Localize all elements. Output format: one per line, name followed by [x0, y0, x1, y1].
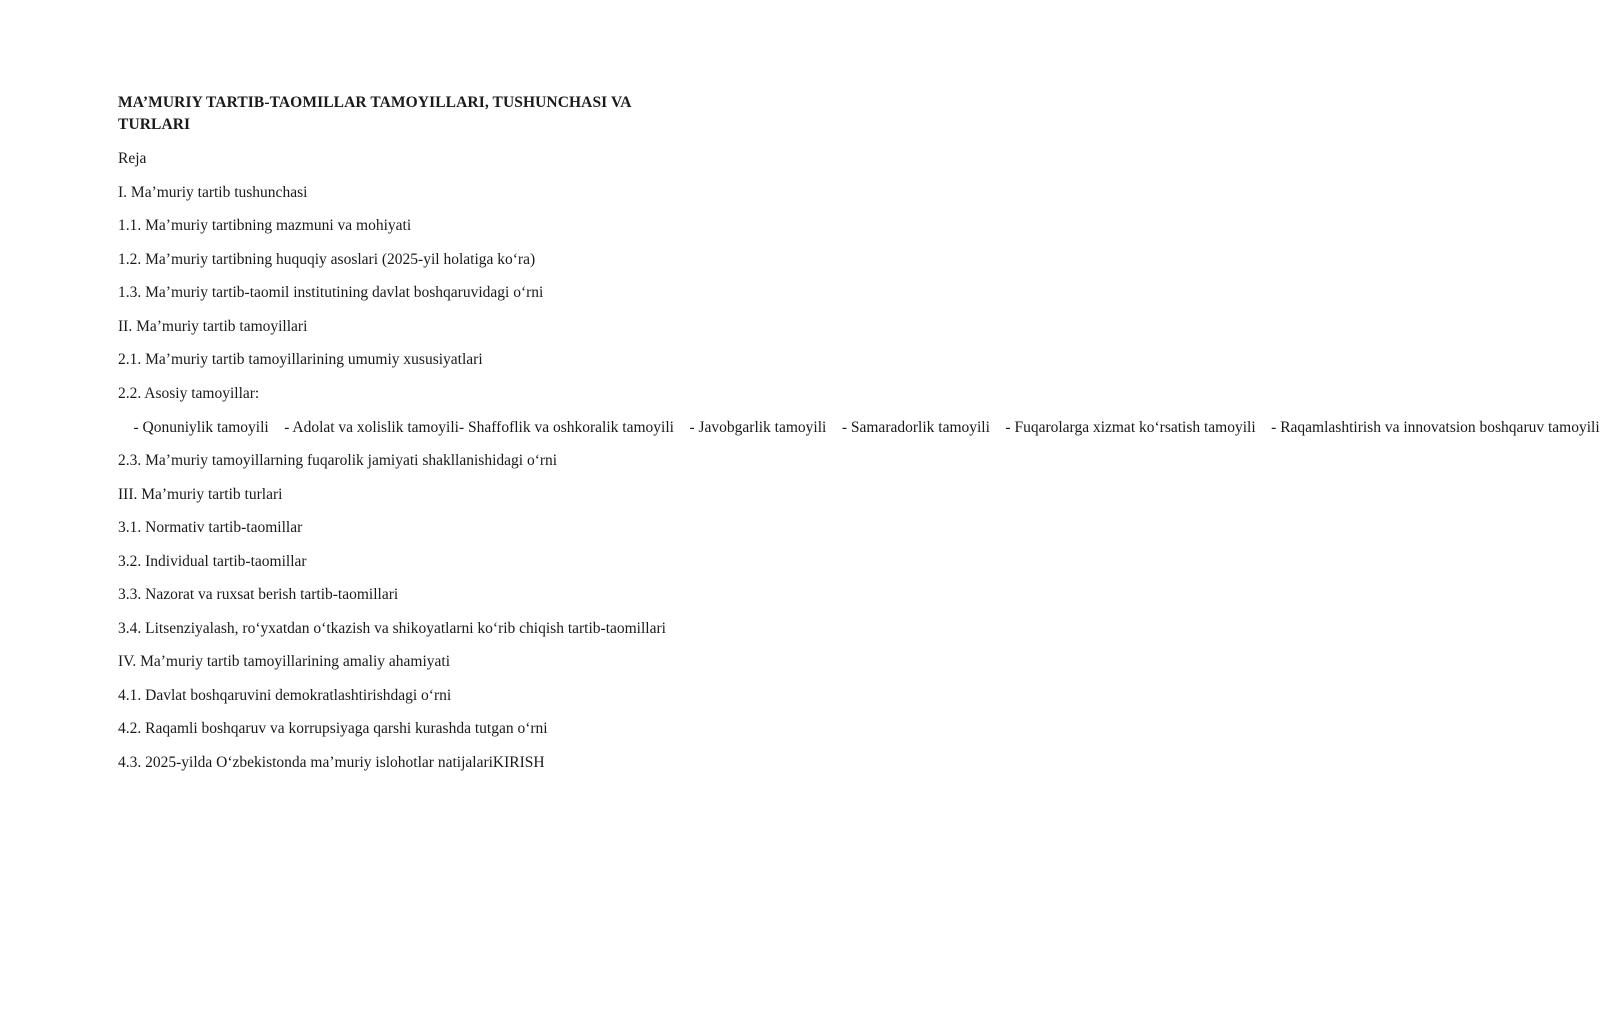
plan-line-section-3: III. Ma’muriy tartib turlari: [118, 485, 283, 503]
plan-label: Reja: [118, 150, 147, 167]
document-page: [118, 92, 1600, 786]
plan-line-4-2: 4.2. Raqamli boshqaruv va korrupsiyaga qarshi kurashda tutgan o‘rni: [118, 720, 548, 737]
principle-item: - Fuqarolarga xizmat ko‘rsatish tamoyili: [1005, 419, 1272, 436]
principle-item: - Shaffoflik va oshkoralik tamoyili: [458, 419, 690, 436]
plan-line-1-2: 1.2. Ma’muriy tartibning huquqiy asoslari (2025-yil holatiga ko‘ra): [118, 250, 536, 268]
plan-line-section-2: II. Ma’muriy tartib tamoyillari: [118, 317, 308, 335]
plan-line-2-3: 2.3. Ma’muriy tamoyillarning fuqarolik jamiyati shakllanishidagi o‘rni: [118, 452, 558, 469]
plan-line-3-3: 3.3. Nazorat va ruxsat berish tartib-taomillari: [118, 586, 399, 603]
plan-line-2-2: 2.2. Asosiy tamoyillar:: [118, 384, 260, 402]
principle-item: - Raqamlashtirish va innovatsion boshqaruv tamoyili: [1271, 419, 1600, 436]
plan-line-4-3: 4.3. 2025-yilda O‘zbekistonda ma’muriy islohotlar natijalariKIRISH: [118, 753, 545, 771]
plan-line-3-2: 3.2. Individual tartib-taomillar: [118, 552, 307, 570]
plan-line-2-1: 2.1. Ma’muriy tartib tamoyillarining umumiy xususiyatlari: [118, 351, 483, 368]
plan-line-section-4: IV. Ma’muriy tartib tamoyillarining amaliy ahamiyati: [118, 653, 451, 670]
plan-line-1-1: 1.1. Ma’muriy tartibning mazmuni va mohiyati: [118, 217, 412, 234]
principle-item: - Javobgarlik tamoyili: [689, 419, 842, 436]
principle-item: - Adolat va xolislik tamoyili: [284, 419, 459, 436]
plan-line-4-1: 4.1. Davlat boshqaruvini demokratlashtirishdagi o‘rni: [118, 686, 452, 704]
plan-line-3-4: 3.4. Litsenziyalash, ro‘yxatdan o‘tkazish va shikoyatlarni ko‘rib chiqish tartib-taomillari: [118, 619, 666, 637]
principle-item: - Samaradorlik tamoyili: [841, 419, 1006, 436]
plan-line-1-3: 1.3. Ma’muriy tartib-taomil institutining davlat boshqaruvidagi o‘rni: [118, 284, 544, 301]
plan-line-3-1: 3.1. Normativ tartib-taomillar: [118, 519, 303, 536]
plan-line-section-1: I. Ma’muriy tartib tushunchasi: [118, 183, 308, 201]
document-title: MA’MURIY TARTIB-TAOMILLAR TAMOYILLARI, TUSHUNCHASI VA TURLARI: [118, 94, 631, 133]
principle-item: - Qonuniylik tamoyili: [118, 419, 285, 436]
principles-paragraph: [118, 417, 1600, 438]
